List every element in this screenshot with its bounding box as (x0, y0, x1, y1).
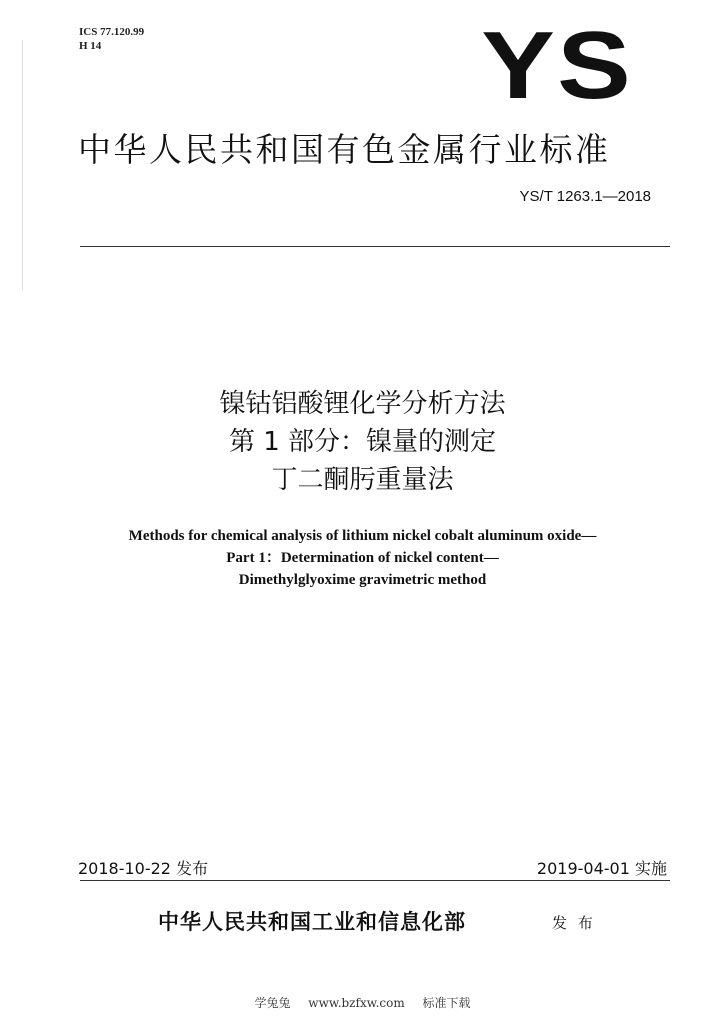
header-divider (80, 246, 670, 247)
chinese-title (0, 385, 725, 499)
effective-date: 2019-04-01 实施 (536, 859, 667, 878)
chinese-title-line-1: 镍钴铝酸锂化学分析方法 (219, 389, 506, 419)
english-title-line-3: Dimethylglyoxime gravimetric method (238, 572, 487, 588)
watermark-tagline: 标准下载 (422, 996, 471, 1010)
watermark (0, 994, 725, 1011)
chinese-title-line-3: 丁二酮肟重量法 (271, 465, 454, 495)
standard-category-title: 中华人民共和国有色金属行业标准 (78, 130, 611, 169)
english-title-line-2: Part 1：Determination of nickel content— (226, 550, 499, 566)
publisher-name: 中华人民共和国工业和信息化部 (158, 909, 466, 934)
ys-logo: YS (481, 12, 633, 119)
footer-divider (80, 880, 670, 881)
issue-date: 2018-10-22 发布 (78, 859, 209, 878)
chinese-title-line-2: 第 1 部分：镍量的测定 (228, 427, 497, 457)
standard-code: YS/T 1263.1—2018 (519, 188, 651, 205)
page-edge-line (22, 40, 23, 290)
english-title (0, 525, 725, 591)
publish-label: 发 布 (552, 914, 596, 932)
watermark-url[interactable]: www.bzfxw.com (308, 996, 405, 1010)
classification-codes (79, 25, 144, 53)
ccs-code: H 14 (79, 40, 102, 52)
watermark-site-name: 学兔兔 (254, 996, 291, 1010)
ics-code: ICS 77.120.99 (79, 26, 145, 38)
english-title-line-1: Methods for chemical analysis of lithium nickel cobalt aluminum oxide— (128, 528, 597, 544)
